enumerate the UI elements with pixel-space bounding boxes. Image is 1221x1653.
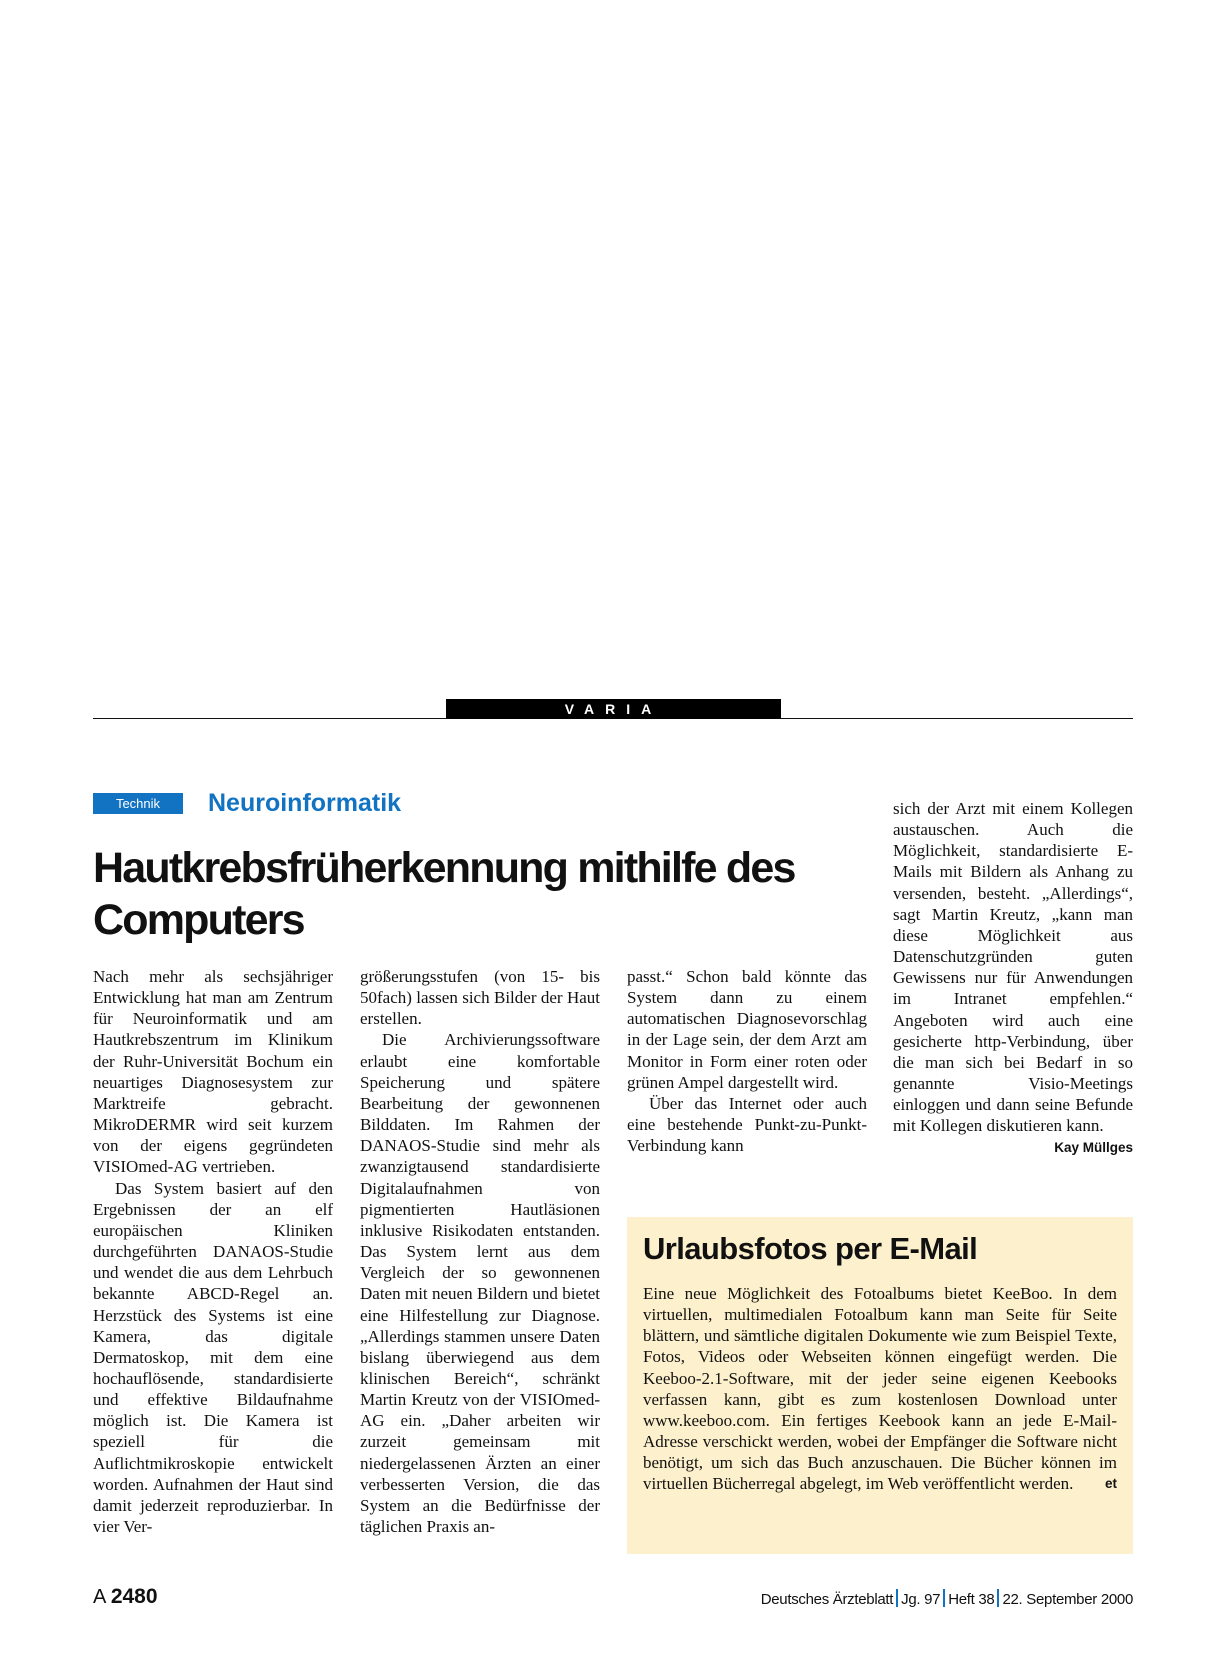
footer-separator: [997, 1589, 999, 1607]
footer-separator: [896, 1589, 898, 1607]
journal-name: Deutsches Ärzteblatt: [760, 1591, 894, 1608]
article-column-3: [627, 966, 867, 1156]
paragraph-text: sich der Arzt mit einem Kollegen austauschen. Auch die Möglichkeit, standardisierte E-Mails mit Bildern als Anhang zu versenden, besteht. „Allerdings“, sagt Martin Kreutz, „kann man diese Möglichkeit aus Datenschutzgründen guten Gewissens nur für Anwendungen im Intranet empfehlen.“ Angeboten wird auch eine gesicherte http-Verbindung, über die man sich bei Bedarf in so genannte Visio-Meetings einloggen und dann seine Befunde mit Kollegen diskutieren kann.: [893, 799, 1133, 1136]
info-box-title: Urlaubsfotos per E-Mail: [643, 1231, 978, 1266]
info-box: [627, 1217, 1133, 1554]
paragraph: [893, 798, 1133, 1155]
journal-issue: Heft 38: [948, 1591, 995, 1608]
article-headline: Hautkrebsfrüherkennung mithilfe des Computers: [93, 844, 795, 944]
article-column-1: [93, 966, 333, 1537]
info-box-signature: et: [1104, 1476, 1117, 1492]
footer-citation: [761, 1589, 1133, 1608]
journal-volume: Jg. 97: [901, 1591, 941, 1608]
section-label: VARIA: [446, 699, 781, 719]
page-prefix: A: [93, 1586, 106, 1608]
page-number-value: 2480: [110, 1585, 158, 1608]
page-number: [93, 1585, 158, 1609]
paragraph: passt.“ Schon bald könnte das System dann zu einem automatischen Diagnosevorschlag in der Lage sein, der dem Arzt am Monitor in Form einer roten oder grünen Ampel dargestellt wird.: [627, 967, 867, 1092]
article-column-4: [893, 798, 1133, 1158]
journal-date: 22. September 2000: [1002, 1591, 1133, 1608]
paragraph: Das System basiert auf den Ergebnissen der an elf europäischen Kliniken durchgeführten DANAOS-Studie und wendet die aus dem Lehrbuch bekannte ABCD-Regel an. Herzstück des Systems ist eine Kamera, das digitale Dermatoskop, mit dem eine hochauflösende, standardisierte und effektive Bildaufnahme möglich ist. Die Kamera ist speziell für die Auflichtmikroskopie entwickelt worden. Aufnahmen der Haut sind damit jederzeit reproduzierbar. In vier Ver-: [93, 1178, 333, 1537]
footer-separator: [943, 1589, 945, 1607]
article-column-2: [360, 966, 600, 1537]
author-byline: Kay Müllges: [1054, 1139, 1133, 1155]
info-box-body: Eine neue Möglichkeit des Fotoalbums bietet KeeBoo. In dem virtuellen, multimedialen Fotoalbum kann man Seite für Seite blättern, und sämtliche digitalen Dokumente wie zum Beispiel Texte, Fotos, Videos oder Webseiten können eingefügt werden. Die Keeboo-2.1-Software, mit der jeder seine eigenen Keebooks verfassen kann, gibt es zum kostenlosen Download unter www.keeboo.com. Ein fertiges Keebook kann an jede E-Mail-Adresse verschickt werden, wobei der Empfänger die Software nicht benötigt, um sich das Buch anzuschauen. Die Bücher können im virtuellen Bücherregal abgelegt, im Web veröffentlicht werden.: [643, 1284, 1117, 1494]
paragraph: Nach mehr als sechsjähriger Entwicklung hat man am Zentrum für Neuroinformatik und am Hautkrebszentrum im Klinikum der Ruhr-Universität Bochum ein neuartiges Diagnosesystem zur Marktreife gebracht. MikroDERMR wird seit kurzem von der eigens gegründeten VISIOmed-AG vertrieben.: [93, 967, 333, 1177]
paragraph: Die Archivierungssoftware erlaubt eine komfortable Speicherung und spätere Bearbeitung der gewonnenen Bilddaten. Im Rahmen der DANAOS-Studie sind mehr als zwanzigtausend standardisierte Digitalaufnahmen von pigmentierten Hautläsionen inklusive Risikodaten entstanden. Das System lernt aus dem Vergleich der so gewonnenen Daten mit neuen Bildern und bietet eine Hilfestellung zur Diagnose. „Allerdings stammen unsere Daten bislang überwiegend aus dem klinischen Bereich“, schränkt Martin Kreutz von der VISIOmed-AG ein. „Daher arbeiten wir zurzeit gemeinsam mit niedergelassenen Ärzten an einer verbesserten Version, die das System an die Bedürfnisse der täglichen Praxis an-: [360, 1030, 600, 1537]
paragraph: größerungsstufen (von 15- bis 50fach) lassen sich Bilder der Haut erstellen.: [360, 967, 600, 1029]
category-tag: Technik: [93, 793, 183, 814]
paragraph: Über das Internet oder auch eine bestehende Punkt-zu-Punkt-Verbindung kann: [627, 1093, 867, 1156]
info-box-text: [643, 1283, 1117, 1495]
kicker-topic: Neuroinformatik: [208, 789, 402, 817]
